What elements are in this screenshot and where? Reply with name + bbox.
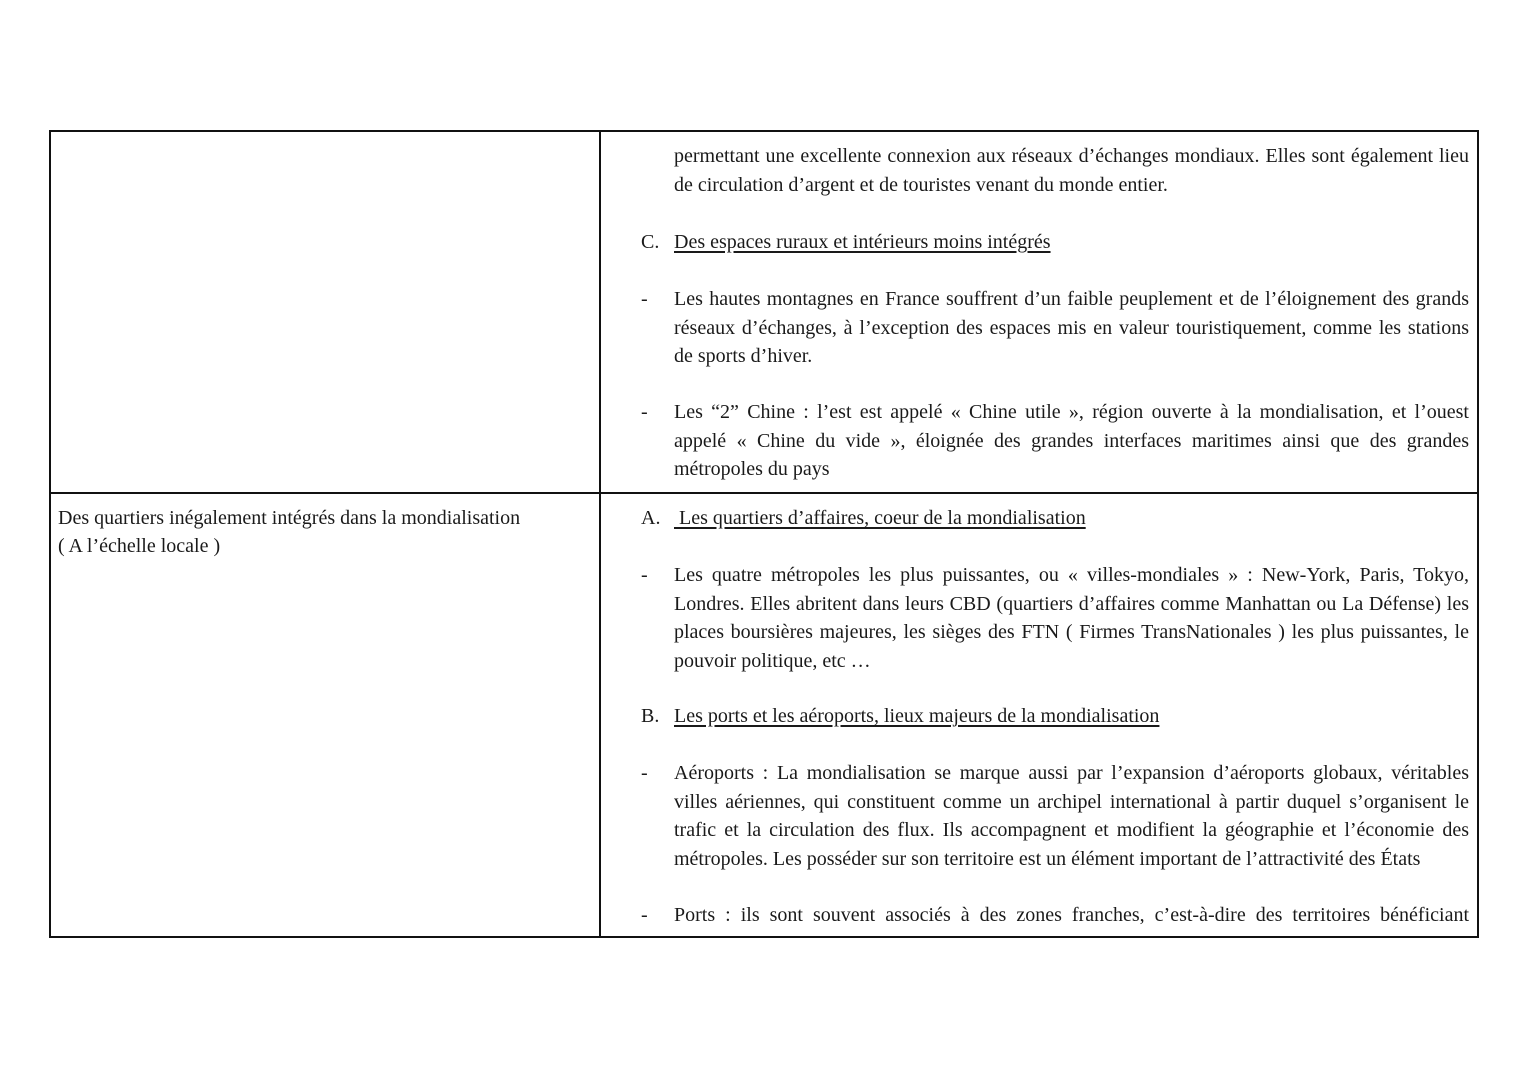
bullet-world-cities: Les quatre métropoles les plus puissantes, ou « villes-mondiales » : New-York, Paris, Tokyo, Londres. Elles abritent dans leurs CBD (quartiers d’affaires comme Manhattan ou La Défense) les places boursières majeures, les sièges des FTN ( Firmes TransNationales ) les plus puissantes, le pouvoir politique, etc … bbox=[674, 564, 1469, 672]
bullet-airports: Aéroports : La mondialisation se marque aussi par l’expansion d’aéroports globaux, véritables villes aériennes, qui constituent comme un archipel international à partir duquel s’organisent le trafic et la circulation des flux. Ils accompagnent et modifient la géographie et l’économie des métropoles. Les posséder sur son territoire est un élément important de l’attractivité des États bbox=[674, 762, 1469, 870]
bullet-dash: - bbox=[641, 401, 648, 423]
bullet-two-chinas: Les “2” Chine : l’est est appelé « Chine utile », région ouverte à la mondialisation, et l’ouest appelé « Chine du vide », éloignée des grandes interfaces maritimes ainsi que des grandes métropoles du pays bbox=[674, 401, 1469, 480]
section-b-marker: B. bbox=[641, 705, 660, 727]
section-a-marker: A. bbox=[641, 507, 661, 529]
row2-left-subtitle: ( A l’échelle locale ) bbox=[58, 535, 221, 557]
bullet-dash: - bbox=[641, 564, 648, 586]
bullet-dash: - bbox=[641, 288, 648, 310]
section-b-title: Les ports et les aéroports, lieux majeurs de la mondialisation bbox=[674, 705, 1160, 727]
section-c-marker: C. bbox=[641, 231, 660, 253]
section-a-title: Les quartiers d’affaires, coeur de la mondialisation bbox=[674, 507, 1086, 529]
bullet-ports: Ports : ils sont souvent associés à des zones franches, c’est-à-dire des territoires bénéficiant bbox=[674, 904, 1469, 926]
row-divider bbox=[51, 492, 1477, 494]
column-divider bbox=[599, 132, 601, 936]
section-c-title: Des espaces ruraux et intérieurs moins intégrés bbox=[674, 231, 1051, 253]
row2-left-title: Des quartiers inégalement intégrés dans la mondialisation bbox=[58, 507, 521, 529]
bullet-dash: - bbox=[641, 904, 648, 926]
bullet-mountains: Les hautes montagnes en France souffrent d’un faible peuplement et de l’éloignement des grands réseaux d’échanges, à l’exception des espaces mis en valeur touristiquement, comme les stations de sports d’hiver. bbox=[674, 288, 1469, 367]
bullet-dash: - bbox=[641, 762, 648, 784]
continuation-paragraph: permettant une excellente connexion aux réseaux d’échanges mondiaux. Elles sont également lieu de circulation d’argent et de touristes venant du monde entier. bbox=[674, 145, 1469, 196]
